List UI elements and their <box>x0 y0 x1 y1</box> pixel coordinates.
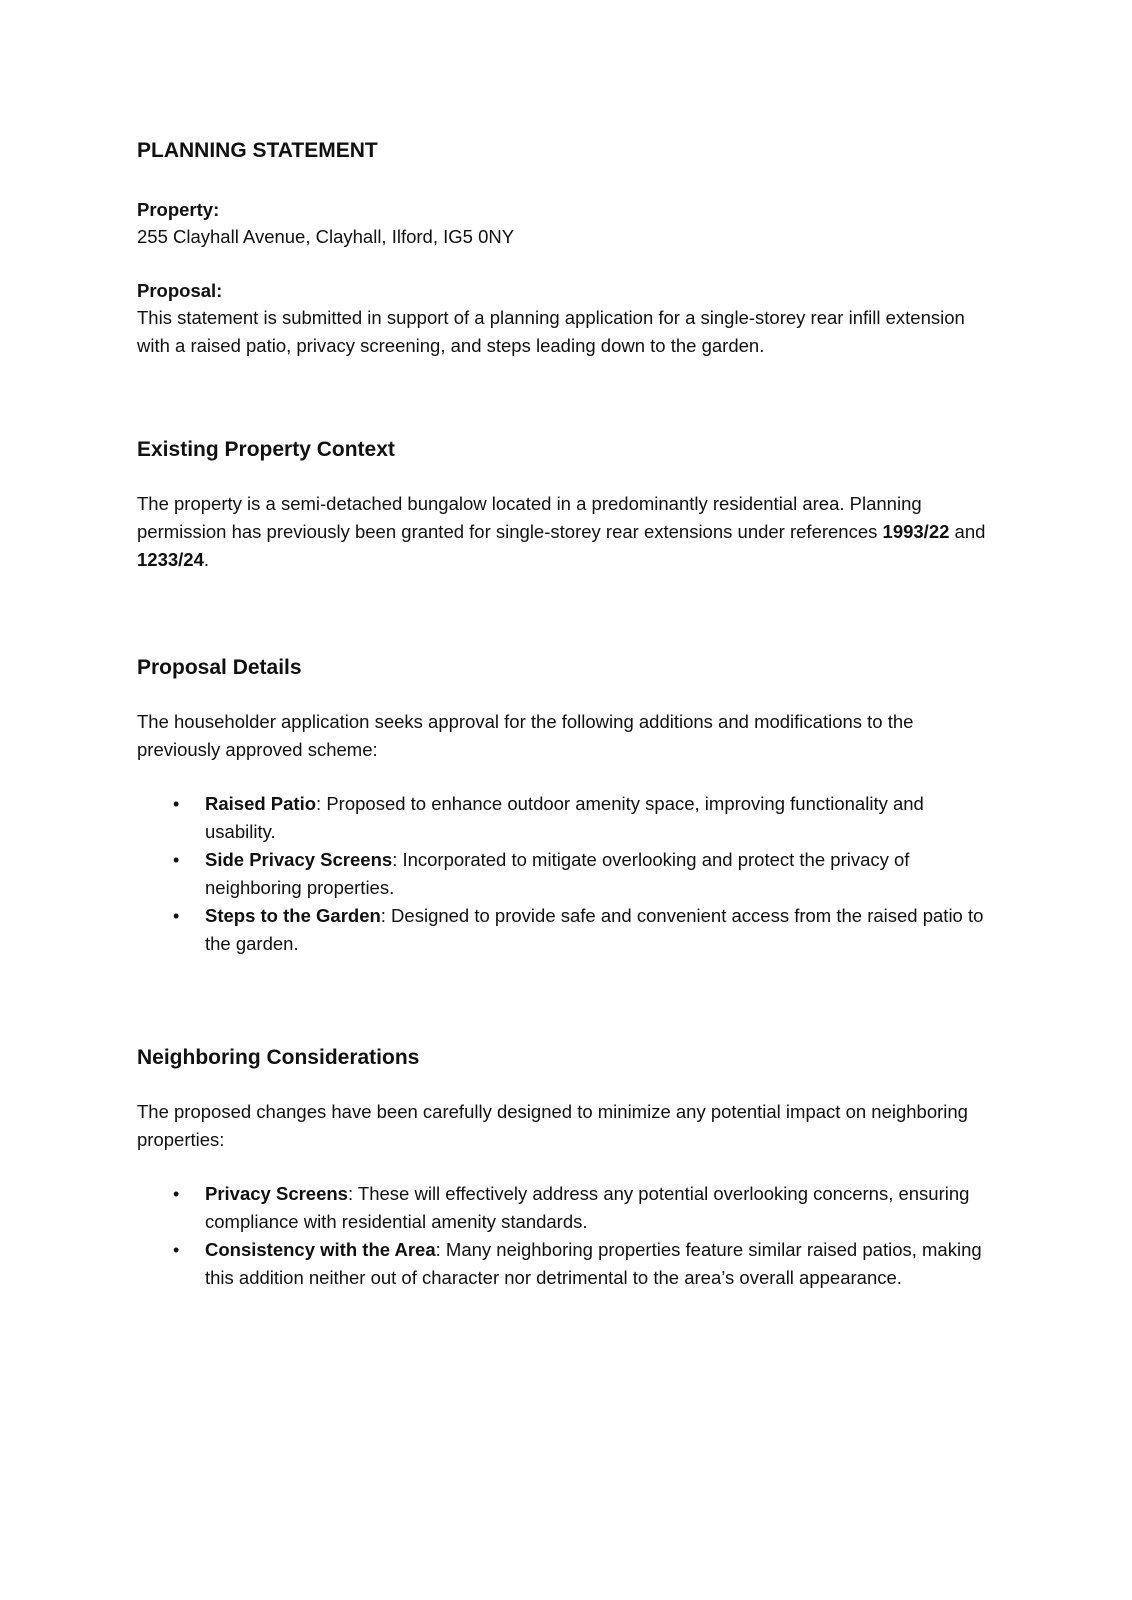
list-item <box>137 1180 997 1236</box>
existing-context-text <box>137 490 997 574</box>
list-item-term: Steps to the Garden <box>205 905 381 926</box>
neighboring-intro: The proposed changes have been carefully designed to minimize any potential impact on neighboring properties: <box>137 1101 968 1150</box>
neighboring-heading: Neighboring Considerations <box>137 1046 420 1069</box>
proposal-section <box>137 277 997 360</box>
reference-1993-22: 1993/22 <box>882 521 950 542</box>
bullet-icon: • <box>173 1240 180 1260</box>
proposal-details-heading: Proposal Details <box>137 656 302 679</box>
list-item <box>137 846 997 902</box>
title-block <box>137 137 997 165</box>
list-item-term: Privacy Screens <box>205 1183 348 1204</box>
list-item <box>137 1236 997 1292</box>
existing-context-text-b: and <box>949 521 986 542</box>
bullet-icon: • <box>173 1184 180 1204</box>
property-address: 255 Clayhall Avenue, Clayhall, Ilford, IG5 0NY <box>137 226 515 247</box>
proposal-details-list <box>137 790 997 958</box>
document-title: PLANNING STATEMENT <box>137 139 378 162</box>
neighboring-list <box>137 1180 997 1292</box>
existing-context-text-a: The property is a semi-detached bungalow located in a predominantly residential area. Planning permission has previously been granted for single-storey rear extensions under references <box>137 493 922 542</box>
bullet-icon: • <box>173 906 180 926</box>
list-item-desc: : Incorporated to mitigate overlooking and protect the privacy of neighboring properties. <box>205 849 910 898</box>
bullet-icon: • <box>173 794 180 814</box>
proposal-details-section <box>137 654 997 958</box>
neighboring-section <box>137 1044 997 1292</box>
list-item <box>137 902 997 958</box>
existing-context-text-c: . <box>203 549 210 570</box>
list-item-desc: : Designed to provide safe and convenient access from the raised patio to the garden. <box>205 905 984 954</box>
existing-context-section <box>137 436 997 574</box>
proposal-label: Proposal: <box>137 280 223 301</box>
list-item <box>137 790 997 846</box>
bullet-icon: • <box>173 850 180 870</box>
list-item-term: Raised Patio <box>205 793 317 814</box>
proposal-text: This statement is submitted in support of a planning application for a single-storey rear infill extension with a raised patio, privacy screening, and steps leading down to the garden. <box>137 307 965 356</box>
list-item-term: Consistency with the Area <box>205 1239 436 1260</box>
reference-1233-24: 1233/24 <box>137 549 204 570</box>
property-section <box>137 196 997 251</box>
list-item-desc: : Proposed to enhance outdoor amenity space, improving functionality and usability. <box>205 793 924 842</box>
existing-context-heading: Existing Property Context <box>137 438 395 461</box>
list-item-term: Side Privacy Screens <box>205 849 393 870</box>
list-item-desc: : Many neighboring properties feature similar raised patios, making this addition neither out of character nor detrimental to the area’s overall appearance. <box>205 1239 982 1288</box>
list-item-desc: : These will effectively address any potential overlooking concerns, ensuring compliance with residential amenity standards. <box>205 1183 970 1232</box>
proposal-details-intro: The householder application seeks approval for the following additions and modifications to the previously approved scheme: <box>137 711 914 760</box>
property-label: Property: <box>137 199 220 220</box>
